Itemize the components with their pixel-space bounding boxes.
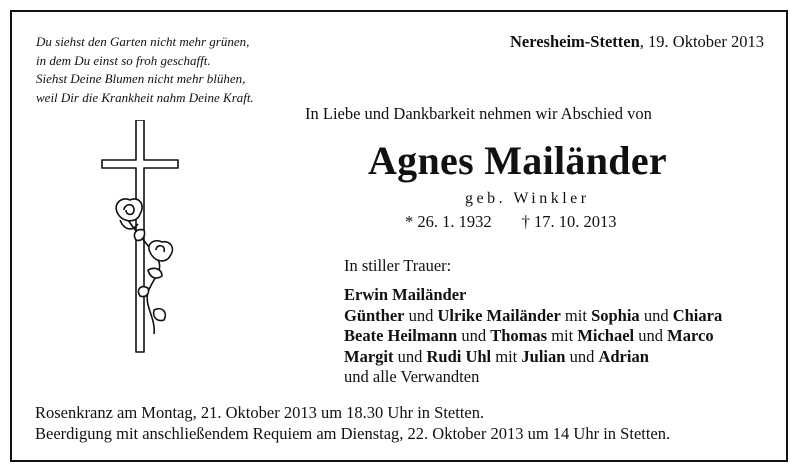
intro-text: In Liebe und Dankbarkeit nehmen wir Abschied von — [305, 104, 652, 123]
cross-with-roses-icon — [100, 120, 190, 360]
mourner-line: Margit und Rudi Uhl mit Julian und Adrian — [344, 346, 649, 366]
mourner-line: Beate Heilmann und Thomas mit Michael und Marco — [344, 326, 714, 345]
death-date: † 17. 10. 2013 — [521, 212, 617, 231]
place: Neresheim-Stetten — [509, 32, 640, 51]
mourners-list — [344, 285, 722, 388]
poem-line: Siehst Deine Blumen nicht mehr blühen, — [36, 71, 246, 86]
mourner-line: Günther und Ulrike Mailänder mit Sophia und Chiara — [344, 305, 723, 325]
poem-line: weil Dir die Krankheit nahm Deine Kraft. — [36, 89, 254, 105]
mourning-label: In stiller Trauer: — [344, 256, 452, 275]
rosary-info: Rosenkranz am Montag, 21. Oktober 2013 um 18.30 Uhr in Stetten. — [35, 403, 485, 422]
life-dates — [405, 212, 617, 232]
birth-name: geb. Winkler — [465, 190, 590, 207]
mourner-line: und alle Verwandten — [344, 367, 480, 386]
poem — [36, 33, 254, 107]
poem-line: in dem Du einst so froh geschafft. — [36, 52, 211, 68]
funeral-info: Beerdigung mit anschließendem Requiem am Dienstag, 22. Oktober 2013 um 14 Uhr in Stetten. — [35, 423, 671, 443]
service-info — [35, 403, 670, 444]
birth-date: * 26. 1. 1932 — [405, 212, 492, 231]
place-date — [510, 32, 764, 52]
poem-line: Du siehst den Garten nicht mehr grünen, — [36, 34, 250, 49]
deceased-name: Agnes Mailänder — [368, 138, 667, 183]
mourner-line: Erwin Mailänder — [344, 285, 467, 304]
date: , 19. Oktober 2013 — [639, 32, 764, 51]
